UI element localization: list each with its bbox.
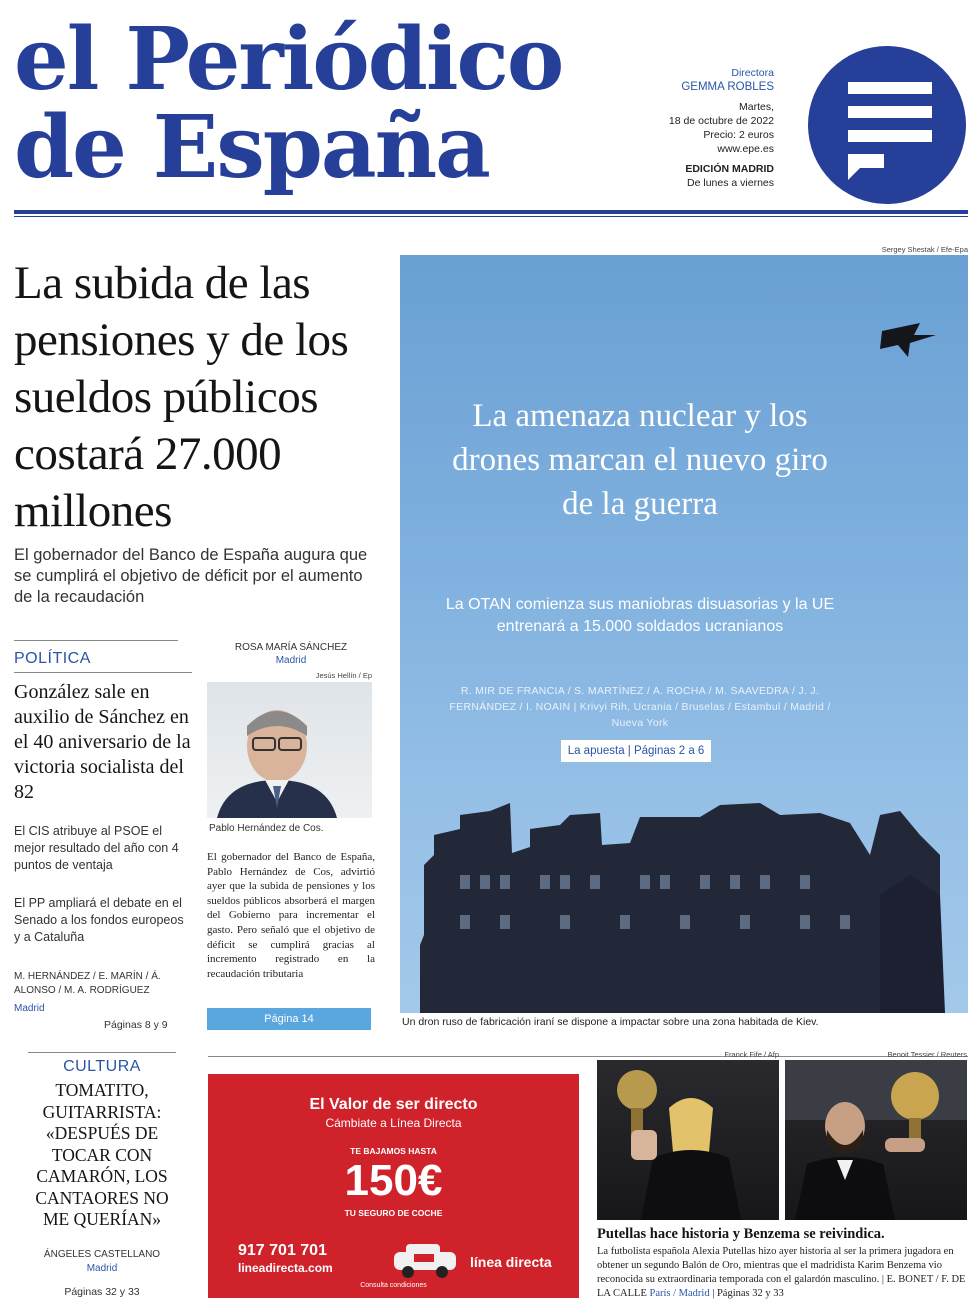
schedule: De lunes a viernes [687, 177, 774, 189]
banco-author: ROSA MARÍA SÁNCHEZ [234, 642, 348, 653]
masthead-title-line1: el Periódico [14, 9, 563, 110]
hero-bylines: R. MIR DE FRANCIA / S. MARTÍNEZ / A. ROCHA / M. SAAVEDRA / J. J. FERNÁNDEZ / I. NOAIN | Krivyi Rih, Ucrania / Bruselas / Estambul / Madrid / Nueva York [449, 685, 831, 729]
culture-pages[interactable]: Páginas 32 y 33 [64, 1286, 140, 1298]
ad-subtitle: Cámbiate a Línea Directa [325, 1116, 462, 1130]
putellas-photo[interactable] [597, 1060, 779, 1220]
masthead-rule [14, 210, 968, 214]
politics-brief-cis[interactable]: El CIS atribuye al PSOE el mejor resultado del año con 4 puntos de ventaja [14, 824, 179, 872]
masthead-title-line2: de España [14, 97, 489, 198]
edition: EDICIÓN MADRID [685, 163, 774, 175]
banco-photo-credit: Jesús Hellín / Ep [315, 671, 372, 680]
ad-product: TU SEGURO DE COCHE [344, 1208, 443, 1218]
director-label: Directora [731, 67, 774, 79]
divider [14, 672, 192, 673]
masthead-info [648, 66, 774, 190]
issue-day: Martes, [738, 101, 774, 113]
sport-body: La futbolista española Alexia Putellas hizo ayer historia al ser la primera jugadora en obtener un segundo Balón de Oro, mientras que el madridista Karim Benzema vio reconocida su extraordinaria temporada con el galardón masculino. | E. BONET / F. DE LA CALLE París / Madrid | Páginas 32 y 33 [597, 1246, 966, 1299]
hero-headline[interactable]: La amenaza nuclear y los drones marcan el nuevo giro de la guerra [452, 398, 828, 522]
benzema-ballon-dor-icon [785, 1060, 967, 1220]
portrait-caption: Pablo Hernández de Cos. [209, 823, 324, 834]
ad-phone[interactable]: 917 701 701 [238, 1242, 327, 1259]
hero-page-tag[interactable]: La apuesta | Páginas 2 a 6 [561, 740, 711, 762]
advertisement[interactable] [208, 1074, 579, 1298]
sport-location: París / Madrid [649, 1288, 710, 1299]
hero-photo-credit: Sergey Shestak / Efe-Epa [881, 245, 968, 254]
portrait-figure-icon [207, 682, 372, 818]
ad-conditions: Consulta condiciones [360, 1282, 427, 1289]
sport-credit-right: Benoit Tessier / Reuters [887, 1050, 967, 1059]
culture-author: ÁNGELES CASTELLANO [43, 1249, 161, 1260]
section-kicker-politics[interactable]: POLÍTICA [14, 650, 91, 667]
sport-pages[interactable]: Páginas 32 y 33 [716, 1288, 784, 1299]
culture-location: Madrid [86, 1263, 118, 1274]
ad-promo: TE BAJAMOS HASTA [350, 1146, 437, 1156]
masthead-rule-thin [14, 216, 968, 217]
sport-credit-left: Franck Fife / Afp [724, 1050, 779, 1059]
politics-bylines: M. HERNÁNDEZ / E. MARÍN / Á. ALONSO / M. A. RODRÍGUEZ [14, 971, 161, 996]
lead-subhead: El gobernador del Banco de España augura que se cumplirá el objetivo de déficit por el aumento de la recaudación [14, 546, 368, 606]
politics-pages[interactable]: Páginas 8 y 9 [104, 1019, 168, 1031]
ad-web[interactable]: lineadirecta.com [238, 1261, 333, 1275]
ad-amount: 150€ [344, 1156, 443, 1205]
hero-caption: Un dron ruso de fabricación iraní se dispone a impactar sobre una zona habitada de Kiev. [402, 1016, 819, 1028]
divider [28, 1052, 176, 1053]
portrait-photo[interactable] [207, 682, 372, 818]
banco-body: El gobernador del Banco de España, Pablo Hernández de Cos, advirtió ayer que la subida de pensiones y los sueldos públicos absorberá el margen del Gobierno para incrementar el gasto. Pero señaló que el objetivo de déficit se cumplirá gracias al incremento registrado en la recaudación tributaria [207, 851, 375, 980]
benzema-photo[interactable] [785, 1060, 967, 1220]
banco-location: Madrid [275, 655, 307, 666]
ad-title: El Valor de ser directo [309, 1096, 478, 1113]
sport-headline[interactable]: Putellas hace historia y Benzema se reivindica. [597, 1226, 885, 1242]
politics-headline[interactable]: González sale en auxilio de Sánchez en el 40 aniversario de la victoria socialista del 82 [14, 681, 191, 803]
director-name: GEMMA ROBLES [681, 81, 774, 93]
issue-date: 18 de octubre de 2022 [668, 115, 774, 127]
banco-page-tag[interactable]: Página 14 [207, 1008, 371, 1030]
brand-logo-icon [808, 46, 966, 204]
politics-brief-pp[interactable]: El PP ampliará el debate en el Senado a los fondos europeos y a Cataluña [14, 896, 184, 944]
divider [14, 640, 178, 641]
section-kicker-culture[interactable]: CULTURA [63, 1058, 141, 1075]
website[interactable]: www.epe.es [717, 143, 774, 155]
culture-headline[interactable]: TOMATITO, GUITARRISTA: «DESPUÉS DE TOCAR CON CAMARÓN, LOS CANTAORES NO ME QUERÍAN» [35, 1080, 169, 1229]
masthead-title[interactable] [14, 9, 563, 198]
politics-location: Madrid [14, 1003, 45, 1014]
hero-subhead: La OTAN comienza sus maniobras disuasorias y la UE entrenará a 15.000 soldados ucranianos [445, 596, 835, 635]
lead-headline[interactable]: La subida de las pensiones y de los sueldos públicos costará 27.000 millones [14, 257, 349, 537]
sport-body-text: La futbolista española Alexia Putellas hizo ayer historia al ser la primera jugadora en obtener un segundo Balón de Oro, mientras que el madridista Karim Benzema vio reconocida su extraordinaria temporada con el galardón masculino. | E. BONET / F. DE LA CALLE [597, 1246, 966, 1299]
ad-brand: línea directa [470, 1254, 552, 1270]
issue-price: Precio: 2 euros [703, 129, 774, 141]
phone-car-icon [388, 1240, 464, 1280]
putellas-ballon-dor-icon [597, 1060, 779, 1220]
